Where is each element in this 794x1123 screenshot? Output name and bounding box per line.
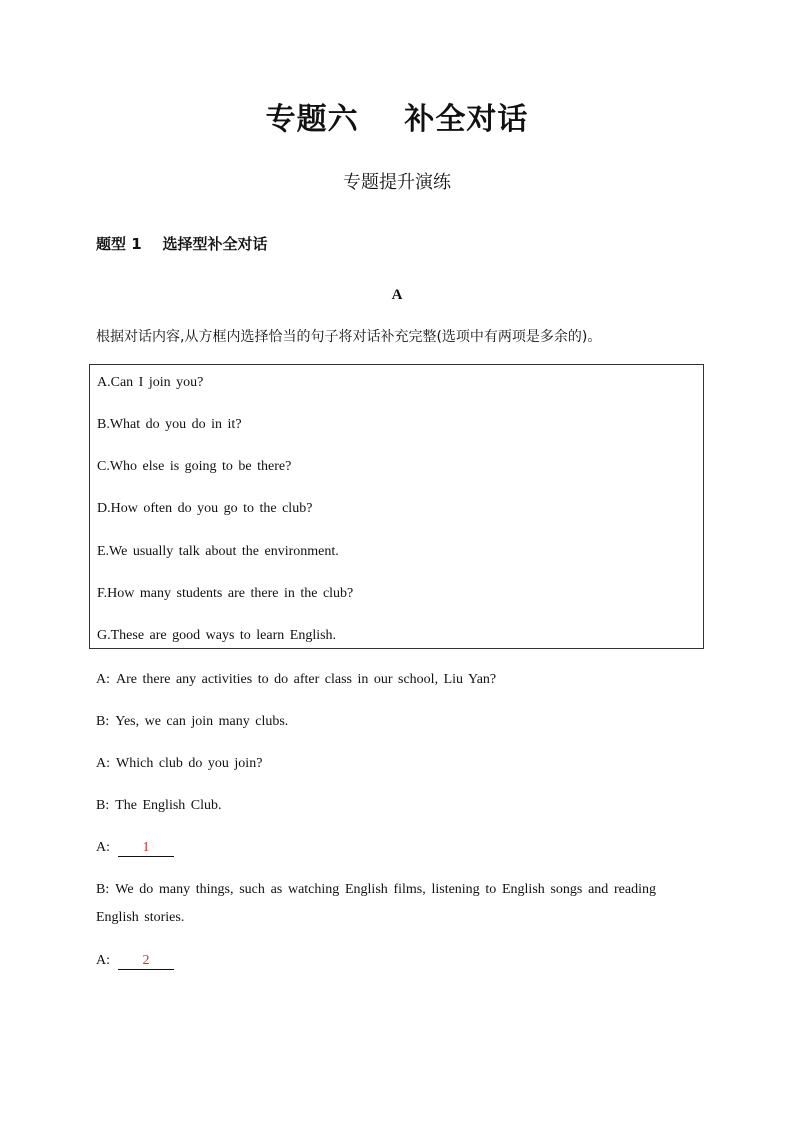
option-f: F.How many students are there in the club?	[97, 586, 354, 601]
part-label: A	[391, 287, 403, 303]
option-c: C.Who else is going to be there?	[97, 459, 292, 474]
dialogue-text: We do many things, such as watching English films, listening to English songs and reading English stories.	[96, 882, 656, 925]
instruction-text: 根据对话内容,从方框内选择恰当的句子将对话补充完整(选项中有两项是多余的)。	[96, 329, 602, 345]
section-heading: 题型 1 选择型补全对话	[96, 235, 268, 253]
option-b: B.What do you do in it?	[97, 417, 242, 432]
option-g: G.These are good ways to learn English.	[97, 628, 337, 643]
speaker-label: A:	[96, 840, 110, 855]
dialogue-line	[96, 797, 222, 815]
dialogue-line	[96, 755, 262, 773]
dialogue-line	[96, 876, 656, 932]
option-a: A.Can I join you?	[97, 375, 204, 390]
speaker-label: B:	[96, 798, 110, 813]
dialogue-line	[96, 839, 174, 857]
speaker-label: A:	[96, 672, 110, 687]
answer-blank-1[interactable]: 1	[118, 840, 174, 857]
page-title: 专题六 补全对话	[265, 102, 529, 137]
dialogue-line	[96, 713, 288, 731]
dialogue-text: Which club do you join?	[116, 756, 263, 771]
option-e: E.We usually talk about the environment.	[97, 544, 339, 559]
dialogue-line	[96, 952, 174, 970]
speaker-label: B:	[96, 714, 110, 729]
options-box	[89, 364, 704, 649]
speaker-label: B:	[96, 882, 110, 897]
speaker-label: A:	[96, 953, 110, 968]
dialogue-text: Yes, we can join many clubs.	[115, 714, 289, 729]
speaker-label: A:	[96, 756, 110, 771]
dialogue-text: The English Club.	[115, 798, 222, 813]
option-d: D.How often do you go to the club?	[97, 501, 313, 516]
answer-blank-2[interactable]: 2	[118, 953, 174, 970]
page-subtitle: 专题提升演练	[343, 172, 451, 193]
dialogue-text: Are there any activities to do after class in our school, Liu Yan?	[116, 672, 497, 687]
dialogue-line	[96, 671, 496, 689]
